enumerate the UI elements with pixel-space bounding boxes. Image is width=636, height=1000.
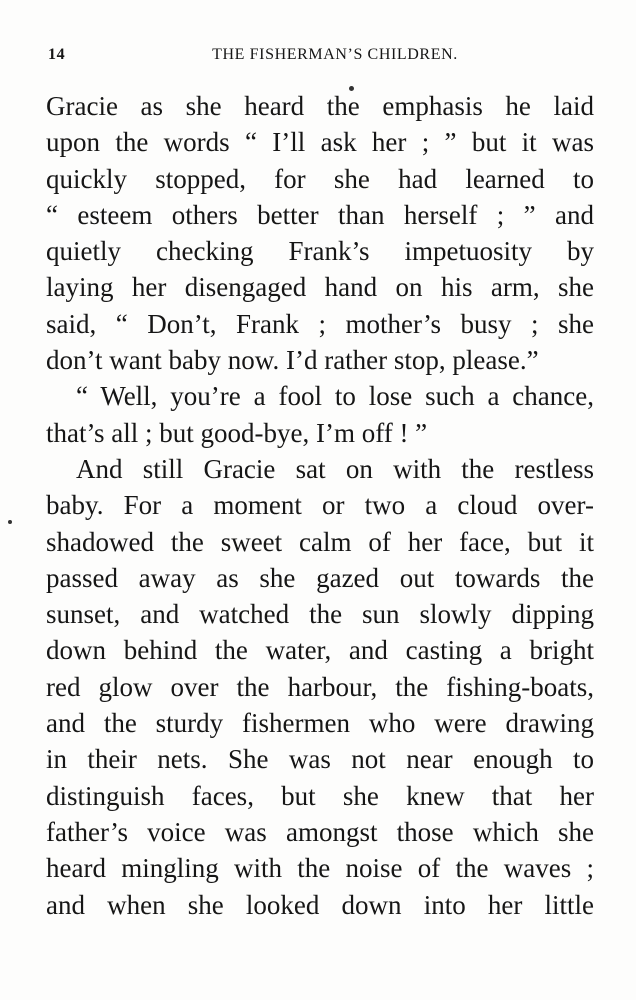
text-line: and when she looked down into her little (46, 889, 594, 920)
text-line: “ Well, you’re a fool to lose such a chance, (76, 381, 594, 412)
page-header (48, 46, 596, 76)
text-line: said, “ Don’t, Frank ; mother’s busy ; she (46, 308, 594, 339)
print-speck (8, 520, 12, 524)
text-line: distinguish faces, but she knew that her (46, 780, 594, 811)
print-speck (349, 86, 354, 91)
text-line: “ esteem others better than herself ; ” and (46, 199, 594, 230)
text-line: and the sturdy fishermen who were drawing (46, 708, 594, 739)
text-line: quietly checking Frank’s impetuosity by (46, 236, 594, 267)
paragraph (46, 88, 594, 378)
text-line: upon the words “ I’ll ask her ; ” but it was (46, 127, 594, 158)
page-number: 14 (48, 46, 66, 63)
text-line: that’s all ; but good-bye, I’m off ! ” (46, 417, 428, 448)
text-line: passed away as she gazed out towards the (46, 562, 594, 593)
text-line: don’t want baby now. I’d rather stop, please.” (46, 345, 539, 376)
text-line: quickly stopped, for she had learned to (46, 163, 594, 194)
text-line: father’s voice was amongst those which she (46, 816, 594, 847)
text-line: And still Gracie sat on with the restless (76, 453, 594, 484)
text-line: down behind the water, and casting a bright (46, 635, 594, 666)
text-line: Gracie as she heard the emphasis he laid (46, 91, 594, 121)
text-line: sunset, and watched the sun slowly dipping (46, 599, 594, 630)
paragraph (46, 451, 594, 923)
text-line: heard mingling with the noise of the waves ; (46, 853, 594, 884)
body-text (46, 88, 594, 923)
paragraph (46, 378, 594, 451)
text-line: baby. For a moment or two a cloud over- (46, 490, 594, 521)
text-line: red glow over the harbour, the fishing-boats, (46, 671, 594, 702)
text-line: laying her disengaged hand on his arm, she (46, 272, 594, 303)
text-line: in their nets. She was not near enough to (46, 744, 594, 775)
running-title: THE FISHERMAN’S CHILDREN. (212, 46, 458, 63)
text-line: shadowed the sweet calm of her face, but it (46, 526, 594, 557)
